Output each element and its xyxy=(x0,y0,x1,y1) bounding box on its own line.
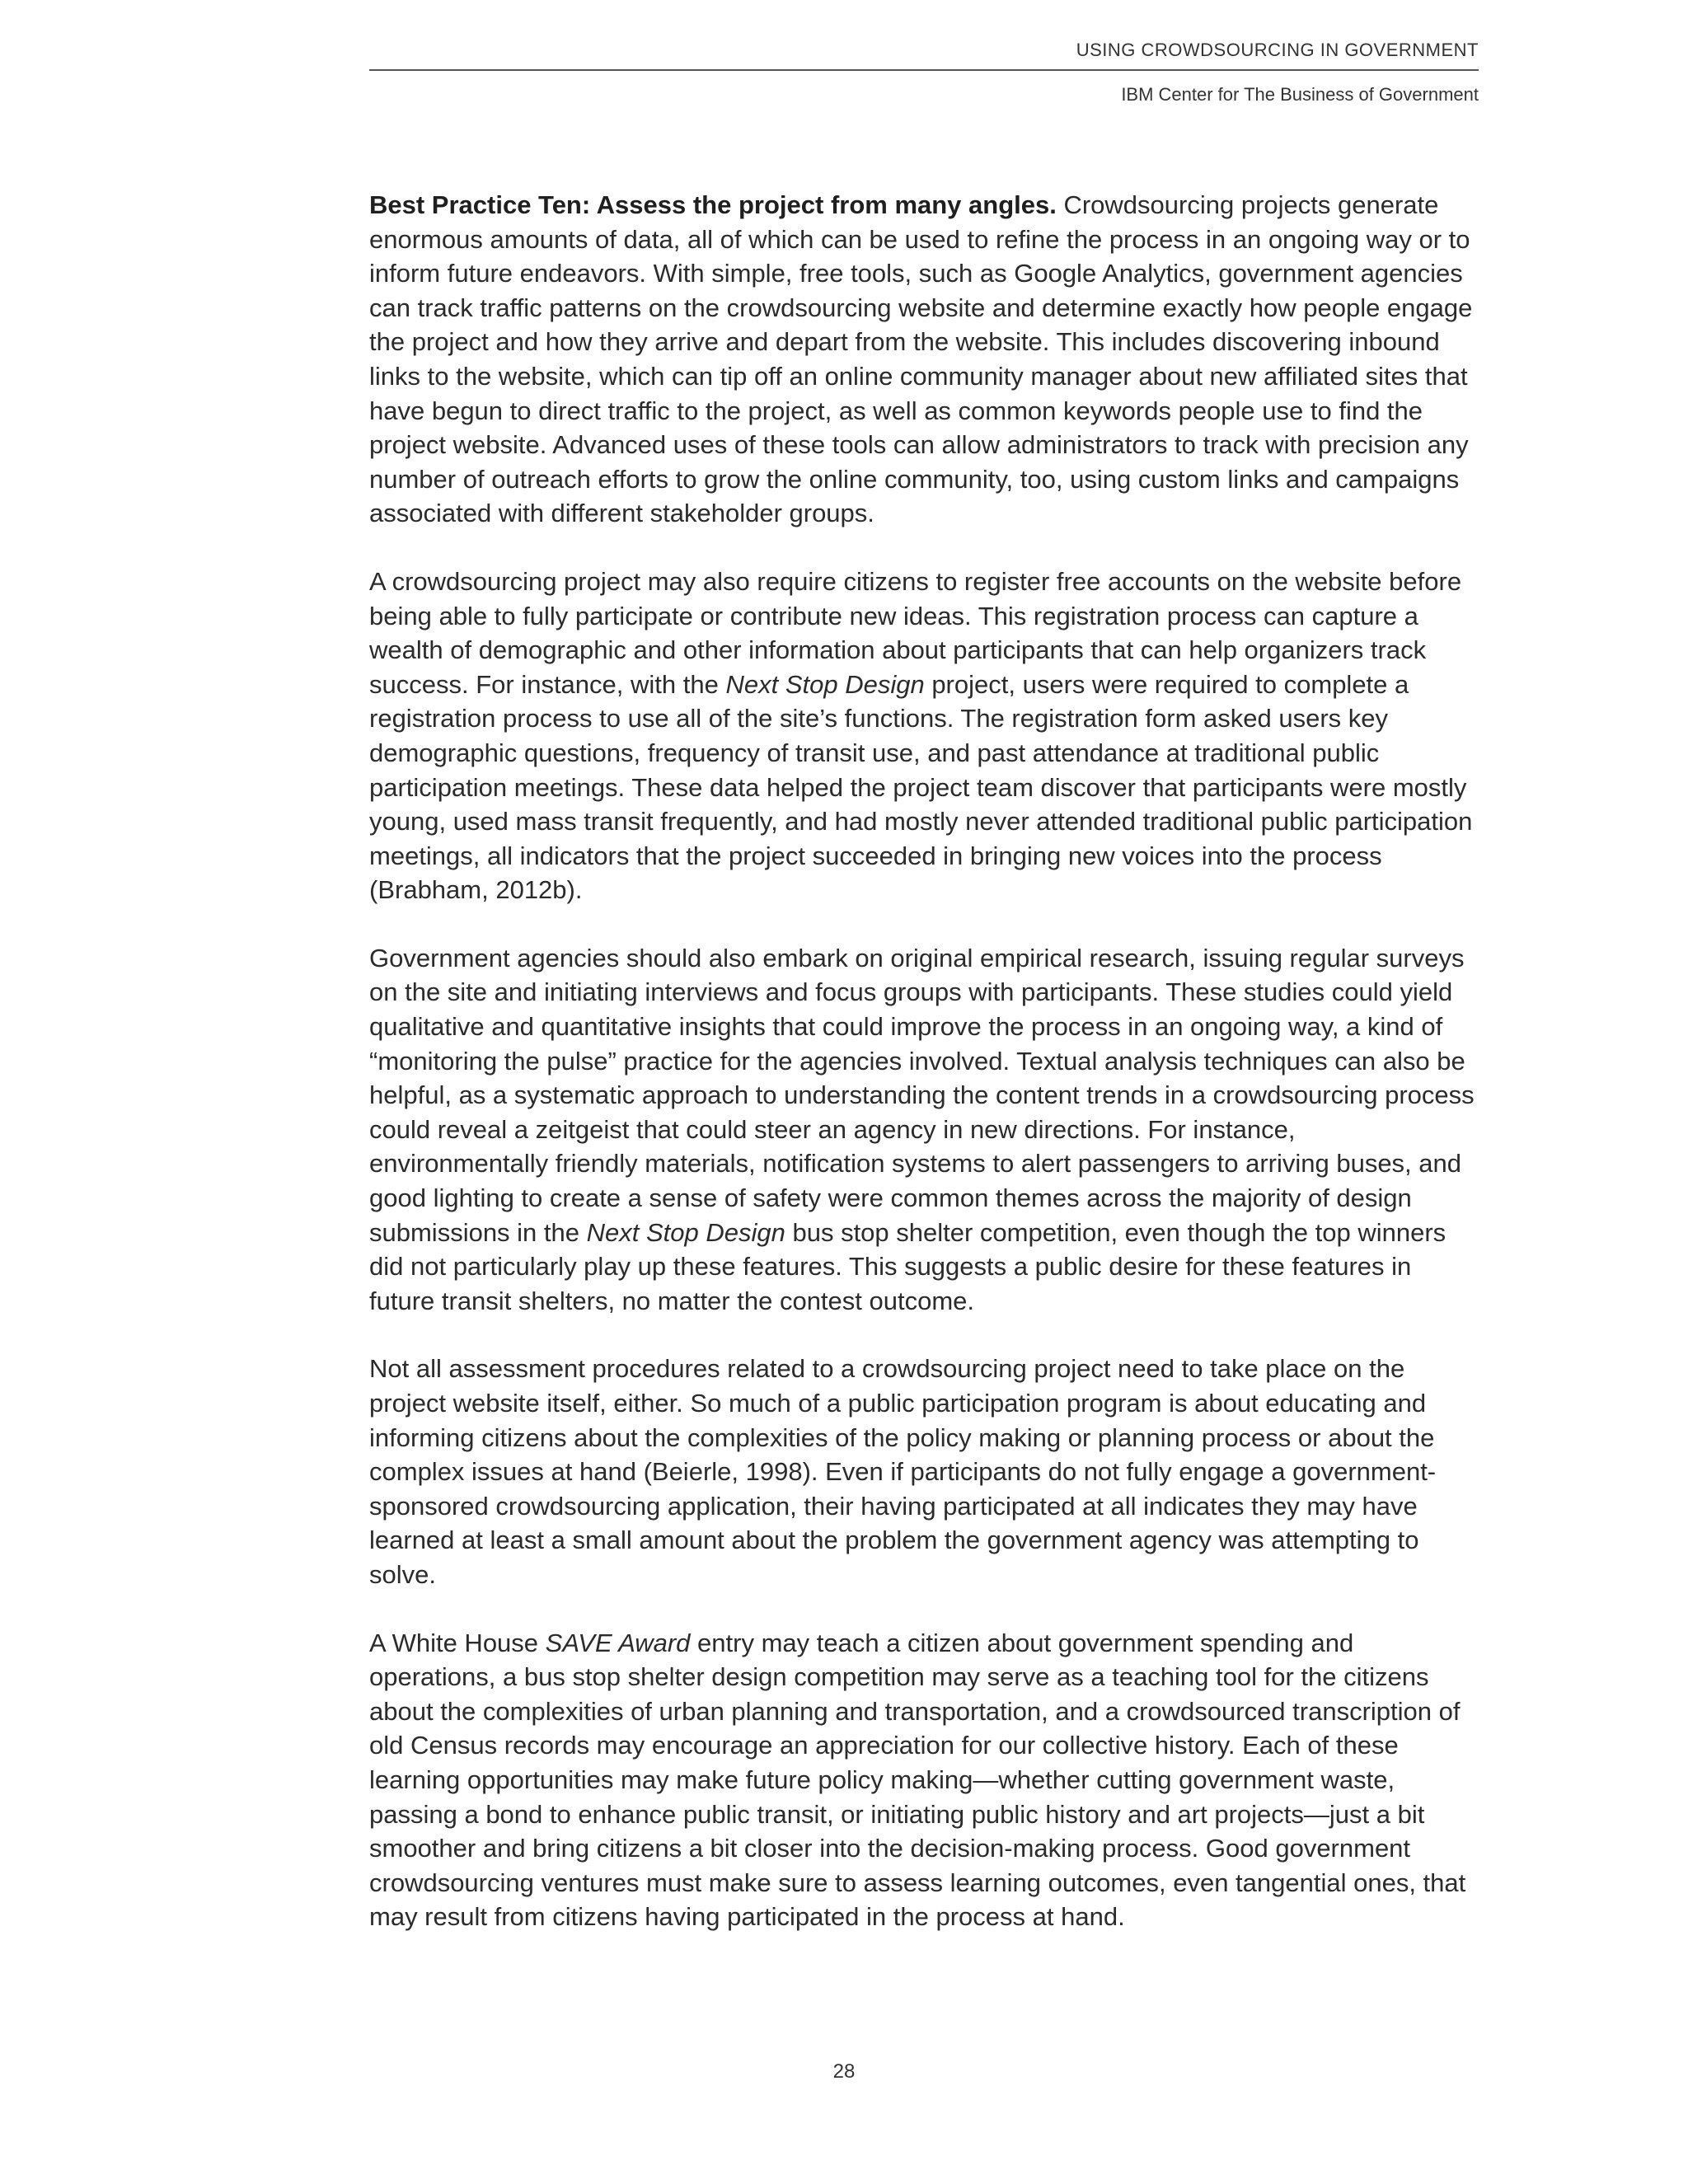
award-title-italic: SAVE Award xyxy=(545,1628,691,1657)
paragraph-text: project, users were required to complete a registration process to use all of the site’s functions. The registration form asked users key demographic questions, frequency of transit use, and past attendance at traditional public participation meetings. These data helped the project team discover that participants were mostly young, used mass transit frequently, and had mostly never attended traditional public participation meetings, all indicators that the project succeeded in bringing new voices into the process (Brabham, 2012b). xyxy=(369,669,1473,905)
best-practice-heading: Best Practice Ten: Assess the project from many angles. xyxy=(369,190,1057,219)
paragraph-text: Crowdsourcing projects generate enormous amounts of data, all of which can be used to refine the process in an ongoing way or to inform future endeavors. With simple, free tools, such as Google Analytics, government agencies can track traffic patterns on the crowdsourcing website and determine exactly how people engage the project and how they arrive and depart from the website. This includes discovering inbound links to the website, which can tip off an online community manager about new affiliated sites that have begun to direct traffic to the project, as well as common keywords people use to find the project website. Advanced uses of these tools can allow administrators to track with precision any number of outreach efforts to grow the online community, too, using custom links and campaigns associated with different stakeholder groups. xyxy=(369,190,1473,528)
paragraph-registration xyxy=(369,565,1479,907)
page-number: 28 xyxy=(832,2060,856,2083)
paragraph-text: A White House xyxy=(369,1628,546,1657)
paragraph-learning-outcomes xyxy=(369,1626,1479,1934)
header-rule xyxy=(369,69,1479,71)
project-title-italic: Next Stop Design xyxy=(586,1217,785,1247)
paragraph-text: entry may teach a citizen about government spending and operations, a bus stop shelter design competition may serve as a teaching tool for the citizens about the complexities of urban planning and transportation, and a crowdsourced transcription of old Census records may encourage an appreciation for our collective history. Each of these learning opportunities may make future policy making—whether cutting government waste, passing a bond to enhance public transit, or initiating public history and art projects—just a bit smoother and bring citizens a bit closer into the decision-making process. Good government crowdsourcing ventures must make sure to assess learning outcomes, even tangential ones, that may result from citizens having participated in the process at hand. xyxy=(369,1628,1466,1932)
running-header xyxy=(369,36,1479,109)
paragraph-text: bus stop shelter competition, even though the top winners did not particularly play up these features. This suggests a public desire for these features in future transit shelters, no matter the contest outcome. xyxy=(369,1217,1447,1315)
paragraph-empirical-research xyxy=(369,941,1479,1319)
paragraph-assessment-procedures: Not all assessment procedures related to a crowdsourcing project need to take place on the project website itself, either. So much of a public participation program is about educating and informing citizens about the complexities of the policy making or planning process or about the complex issues at hand (Beierle, 1998). Even if participants do not fully engage a government-sponsored crowdsourcing application, their having participated at all indicates they may have learned at least a small amount about the problem the government agency was attempting to solve. xyxy=(369,1354,1437,1589)
paragraph-text: A crowdsourcing project may also require citizens to register free accounts on the website before being able to fully participate or contribute new ideas. This registration process can capture a wealth of demographic and other information about participants that can help organizers track success. For instance, with the xyxy=(369,566,1462,699)
running-subtitle: IBM Center for The Business of Government xyxy=(1121,84,1479,105)
project-title-italic: Next Stop Design xyxy=(725,669,925,699)
body-text xyxy=(369,188,1479,1968)
running-title: USING CROWDSOURCING IN GOVERNMENT xyxy=(1076,40,1479,60)
paragraph-text: Government agencies should also embark on original empirical research, issuing regular surveys on the site and initiating interviews and focus groups with participants. These studies could yield qualitative and quantitative insights that could improve the process in an ongoing way, a kind of “monitoring the pulse” practice for the agencies involved. Textual analysis techniques can also be helpful, as a systematic approach to understanding the content trends in a crowdsourcing process could reveal a zeitgeist that could steer an agency in new directions. For instance, environmentally friendly materials, notification systems to alert passengers to arriving buses, and good lighting to create a sense of safety were common themes across the majority of design submissions in the xyxy=(369,943,1475,1247)
paragraph-best-practice-ten xyxy=(369,188,1479,531)
